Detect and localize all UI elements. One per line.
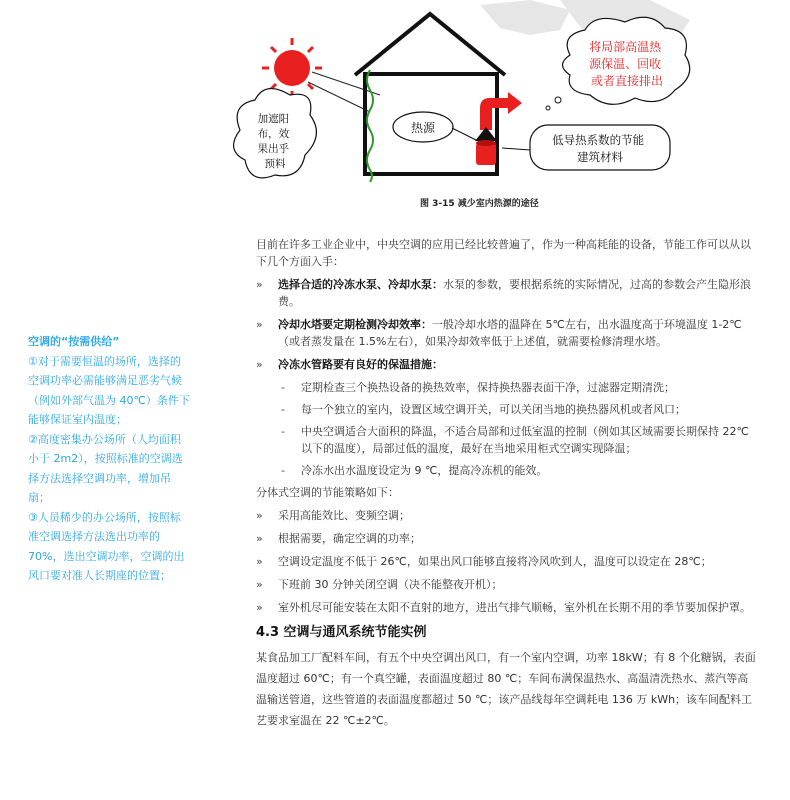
figure-caption: 图 3-15 减少室内热源的途径: [420, 199, 539, 209]
sidebar-line: 择方法选择空调功率，增加吊: [28, 471, 171, 485]
sub-item: [256, 401, 756, 418]
insulation-callout-line-1: 低导热系数的节能: [552, 133, 645, 147]
left-cloud-line-4: 预料: [264, 158, 286, 170]
sidebar-note: [28, 332, 208, 586]
sidebar-line: 能够保证室内温度；: [28, 413, 127, 426]
heat-label: 热源: [410, 121, 436, 135]
bullet-bold: 冷冻水管路要有良好的保温措施：: [278, 358, 443, 371]
bullet-bold: 选择合适的冷冻水泵、冷却水泵：: [278, 278, 443, 291]
main-content: [256, 236, 756, 731]
sidebar-title: 空调的“按需供给”: [28, 335, 120, 348]
split-item: [256, 553, 756, 570]
shade-cloth: [367, 70, 373, 182]
bullet-marker: »: [256, 318, 263, 331]
sidebar-line: ②高度密集办公场所（人均面积: [28, 432, 181, 446]
bullet-marker: »: [256, 601, 263, 614]
bullet-marker: »: [256, 555, 263, 568]
dash-marker: -: [281, 425, 285, 438]
split-item-text: 室外机尽可能安装在太阳不直射的地方，进出气排气顺畅，室外机在长期不用的季节要加保护罩。: [278, 601, 751, 614]
split-item-text: 采用高能效比、变频空调；: [278, 509, 410, 522]
bullet-text: 一般冷却水塔的温降在 5℃左右，出水温度高于环境温度 1-2℃（或者蒸发量在 1.5%左右），如果冷却效率低于上述值，就需要检修清理水塔。: [278, 318, 742, 348]
bullet-text: 水泵的参数，要根据系统的实际情况，过高的参数会产生隐形浪费。: [278, 278, 751, 308]
split-item: [256, 576, 756, 593]
sidebar-line: 扇；: [28, 491, 50, 504]
heat-source-diagram: [230, 0, 700, 190]
svg-text:将局部高温热 源保温、回收 或者直接: [589, 39, 665, 88]
sidebar-line: ①对于需要恒温的场所，选择的: [28, 354, 181, 368]
left-cloud-line-1: 加遮阳: [257, 113, 290, 125]
sub-item: [256, 462, 756, 479]
sidebar-line: 小于 2m2），按照标准的空调选: [28, 452, 183, 465]
split-item: [256, 530, 756, 547]
sidebar-line: 70%，选出空调功率，空调的出: [28, 549, 185, 563]
dash-marker: -: [281, 464, 285, 477]
bullet-marker: »: [256, 278, 263, 291]
example-paragraph: 某食品加工厂配料车间，有五个中央空调出风口，有一个室内空调，功率 18kW；有 8 个化糖锅，表面温度超过 60℃；有一个真空罐，表面温度超过 80 ℃；车间布满保温热水、高温清洗热水、蒸汽等高温输送管道，这些管道的表面温度都超过 50 ℃；该产品线每年空调耗电 136 万 kWh；该车间配料工艺要求室温在 22 ℃±2℃。: [256, 651, 756, 727]
sub-item: [256, 423, 756, 457]
intro-paragraph: 目前在许多工业企业中，中央空调的应用已经比较普遍了，作为一种高耗能的设备，节能工作可以从以下几个方面入手：: [256, 238, 751, 268]
sub-item-text: 定期检查三个换热设备的换热效率，保持换热器表面干净，过滤器定期清洗；: [301, 381, 675, 394]
split-item-text: 下班前 30 分钟关闭空调（决不能整夜开机）；: [278, 578, 503, 591]
dash-marker: -: [281, 381, 285, 394]
left-cloud-callout: [234, 89, 317, 178]
bullet-marker: »: [256, 509, 263, 522]
bullet-marker: »: [256, 532, 263, 545]
sub-item-text: 中央空调适合大面积的降温，不适合局部和过低室温的控制（例如其区域需要长期保持 22℃以下的温度），局部过低的温度，最好在当地采用柜式空调实现降温；: [301, 425, 749, 455]
left-cloud-line-3: 果出乎: [257, 143, 290, 155]
bullet-marker: »: [256, 358, 263, 371]
split-item-text: 空调设定温度不低于 26℃，如果出风口能够直接将冷风吹到人，温度可以设定在 28℃；: [278, 555, 712, 568]
sub-item: [256, 379, 756, 396]
heat-label-bubble: [393, 112, 476, 142]
sub-item-text: 每一个独立的室内，设置区域空调开关，可以关闭当地的换热器风机或者风口；: [301, 403, 686, 416]
split-item-text: 根据需要，确定空调的功率；: [278, 532, 421, 545]
split-item: [256, 599, 756, 616]
sidebar-line: 空调功率必需能够满足恶劣气候: [28, 374, 182, 387]
right-cloud-line-1: 将局部高温热: [589, 40, 662, 54]
right-cloud-callout: [546, 17, 690, 110]
insulation-callout-line-2: 建筑材料: [577, 150, 623, 164]
bullet-bold: 冷却水塔要定期检测冷却效率：: [278, 318, 432, 331]
left-cloud-line-2: 布，效: [257, 128, 290, 140]
sidebar-line: （例如外部气温为 40℃）条件下: [28, 393, 190, 407]
sun-ray-lines: [308, 72, 380, 112]
sub-item-text: 冷冻水出水温度设定为 9 ℃，提高冷冻机的能效。: [301, 464, 548, 477]
split-intro: 分体式空调的节能策略如下：: [256, 486, 399, 499]
section-heading: 4.3 空调与通风系统节能实例: [256, 625, 427, 640]
bullet-marker: »: [256, 578, 263, 591]
bullet-item: [256, 356, 756, 373]
right-cloud-line-3: 或者直接排出: [590, 74, 664, 88]
right-cloud-line-2: 源保温、回收: [589, 57, 662, 71]
sidebar-line: ③人员稀少的办公场所，按照标: [28, 510, 181, 524]
dash-marker: -: [281, 403, 285, 416]
bullet-item: [256, 276, 756, 310]
sidebar-line: 准空调选择方法选出功率的: [28, 530, 160, 543]
bullet-item: [256, 316, 756, 350]
sidebar-line: 风口要对准人长期座的位置；: [28, 569, 171, 582]
split-item: [256, 507, 756, 524]
insulation-callout: [502, 125, 670, 170]
